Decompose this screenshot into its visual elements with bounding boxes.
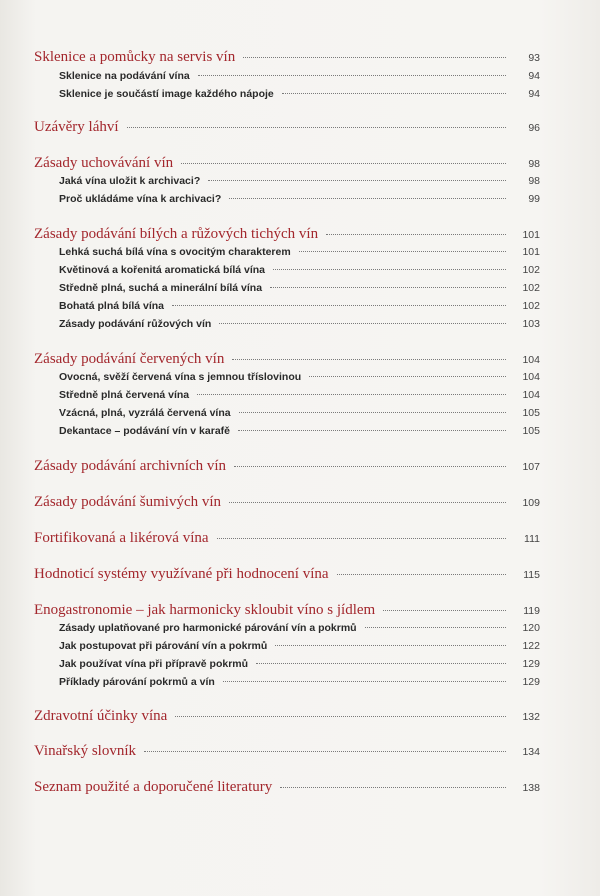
toc-entry [0, 779, 600, 796]
dot-leader [198, 75, 506, 76]
toc-entry [0, 226, 600, 243]
toc-page-number: 129 [522, 676, 540, 688]
toc-page-number: 103 [522, 318, 540, 330]
toc-subsection-title: Středně plná, suchá a minerální bílá vína [59, 282, 263, 294]
toc-subsection-title: Lehká suchá bílá vína s ovocitým charakterem [59, 246, 291, 258]
toc-section-title: Zdravotní účinky vína [34, 708, 168, 724]
toc-entry [0, 318, 600, 330]
toc-entry [0, 246, 600, 258]
toc-page-number: 122 [522, 640, 540, 652]
toc-page-number: 94 [528, 70, 540, 82]
toc-section-title: Vinařský slovník [34, 743, 137, 759]
toc-subsection-title: Sklenice na podávání vína [59, 70, 190, 82]
dot-leader [309, 376, 506, 377]
dot-leader [282, 93, 506, 94]
toc-entry [0, 602, 600, 619]
toc-entry [0, 88, 600, 100]
toc-page-number: 102 [522, 282, 540, 294]
toc-subsection-title: Jak používat vína při přípravě pokrmů [59, 658, 249, 670]
toc-page-number: 98 [528, 158, 540, 170]
dot-leader [326, 234, 506, 235]
dot-leader [383, 610, 506, 611]
toc-entry [0, 743, 600, 760]
toc-section-title: Zásady podávání červených vín [34, 351, 225, 367]
toc-page-number: 138 [522, 782, 540, 794]
toc-entry [0, 389, 600, 401]
dot-leader [280, 787, 506, 788]
toc-page-number: 109 [522, 497, 540, 509]
toc-section-title: Zásady podávání archivních vín [34, 458, 227, 474]
toc-entry [0, 264, 600, 276]
dot-leader [172, 305, 506, 306]
dot-leader [175, 716, 506, 717]
dot-leader [223, 681, 506, 682]
toc-subsection-title: Bohatá plná bílá vína [59, 300, 165, 312]
toc-page-number: 115 [523, 569, 540, 581]
toc-subsection-title: Vzácná, plná, vyzrálá červená vína [59, 407, 231, 419]
toc-section-title: Zásady podávání bílých a růžových tichých vín [34, 226, 319, 242]
toc-entry [0, 622, 600, 634]
toc-entry [0, 300, 600, 312]
dot-leader [219, 323, 506, 324]
toc-entry [0, 566, 600, 583]
dot-leader [181, 163, 506, 164]
toc-subsection-title: Dekantace – podávání vín v karafě [59, 425, 230, 437]
dot-leader [243, 57, 506, 58]
toc-subsection-title: Zásady uplatňované pro harmonické párování vín a pokrmů [59, 622, 357, 634]
dot-leader [208, 180, 506, 181]
dot-leader [238, 430, 506, 431]
dot-leader [256, 663, 506, 664]
toc-entry [0, 425, 600, 437]
toc-subsection-title: Sklenice je součástí image každého nápoje [59, 88, 274, 100]
toc-subsection-title: Příklady párování pokrmů a vín [59, 676, 215, 688]
toc-page-number: 98 [528, 175, 540, 187]
toc-entry [0, 193, 600, 205]
toc-page-number: 105 [522, 407, 540, 419]
toc-entry [0, 282, 600, 294]
toc-page-number: 102 [522, 264, 540, 276]
toc-page-number: 134 [522, 746, 540, 758]
toc-page-number: 102 [522, 300, 540, 312]
dot-leader [234, 466, 506, 467]
toc-page-number: 120 [522, 622, 540, 634]
dot-leader [229, 198, 506, 199]
dot-leader [232, 359, 506, 360]
toc-entry [0, 640, 600, 652]
toc-entry [0, 458, 600, 475]
toc-page-number: 104 [522, 371, 540, 383]
toc-subsection-title: Ovocná, svěží červená vína s jemnou tříslovinou [59, 371, 302, 383]
toc-subsection-title: Proč ukládáme vína k archivaci? [59, 193, 222, 205]
toc-subsection-title: Jaká vína uložit k archivaci? [59, 175, 201, 187]
toc-subsection-title: Jak postupovat při párování vín a pokrmů [59, 640, 268, 652]
dot-leader [299, 251, 506, 252]
toc-subsection-title: Zásady podávání růžových vín [59, 318, 212, 330]
toc-page-number: 101 [522, 246, 540, 258]
dot-leader [273, 269, 506, 270]
toc-subsection-title: Květinová a kořenitá aromatická bílá vína [59, 264, 266, 276]
dot-leader [365, 627, 506, 628]
toc-page-number: 119 [523, 605, 540, 617]
toc-entry [0, 708, 600, 725]
toc-entry [0, 70, 600, 82]
dot-leader [217, 538, 506, 539]
toc-page-number: 101 [522, 229, 540, 241]
toc-section-title: Zásady podávání šumivých vín [34, 494, 222, 510]
toc-section-title: Enogastronomie – jak harmonicky skloubit víno s jídlem [34, 602, 376, 618]
toc-entry [0, 658, 600, 670]
dot-leader [144, 751, 506, 752]
toc-entry [0, 49, 600, 66]
toc-section-title: Uzávěry láhví [34, 119, 119, 135]
toc-entry [0, 119, 600, 136]
toc-entry [0, 351, 600, 368]
toc-section-title: Fortifikovaná a likérová vína [34, 530, 209, 546]
toc-entry [0, 371, 600, 383]
toc-entry [0, 530, 600, 547]
toc-page-number: 132 [522, 711, 540, 723]
dot-leader [127, 127, 506, 128]
dot-leader [229, 502, 506, 503]
dot-leader [270, 287, 506, 288]
toc-page-number: 111 [524, 533, 540, 545]
toc-section-title: Sklenice a pomůcky na servis vín [34, 49, 236, 65]
toc-entry [0, 155, 600, 172]
dot-leader [239, 412, 506, 413]
toc-section-title: Seznam použité a doporučené literatury [34, 779, 273, 795]
toc-entry [0, 676, 600, 688]
toc-page-number: 96 [528, 122, 540, 134]
dot-leader [275, 645, 506, 646]
toc-page-number: 104 [522, 354, 540, 366]
toc-page-number: 94 [528, 88, 540, 100]
toc-page-number: 107 [522, 461, 540, 473]
toc-section-title: Hodnoticí systémy využívané při hodnocení vína [34, 566, 329, 582]
toc-subsection-title: Středně plná červená vína [59, 389, 190, 401]
toc-page-number: 99 [528, 193, 540, 205]
toc-entry [0, 494, 600, 511]
toc-entry [0, 407, 600, 419]
toc-page-number: 93 [528, 52, 540, 64]
dot-leader [197, 394, 506, 395]
toc-page-number: 105 [522, 425, 540, 437]
toc-entry [0, 175, 600, 187]
toc-page-number: 104 [522, 389, 540, 401]
toc-page-number: 129 [522, 658, 540, 670]
toc-section-title: Zásady uchovávání vín [34, 155, 174, 171]
dot-leader [337, 574, 506, 575]
